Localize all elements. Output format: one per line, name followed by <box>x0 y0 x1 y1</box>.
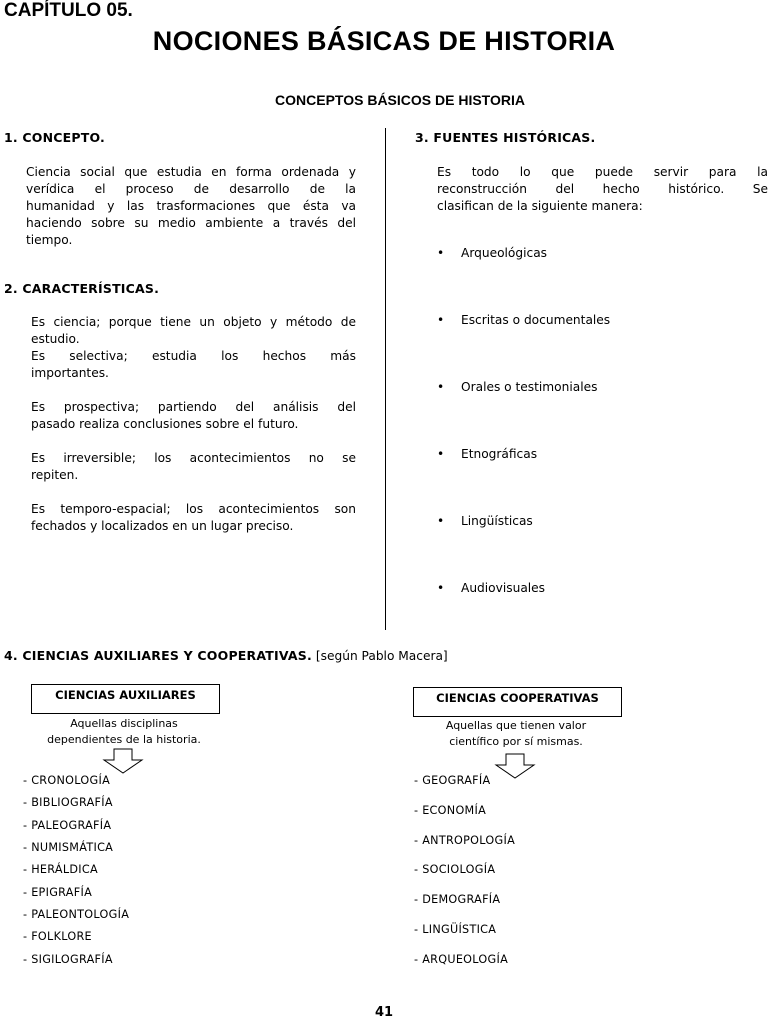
fuente-item: • Etnográficas <box>437 447 537 461</box>
caracteristica-line: Es prospectiva; partiendo del análisis del <box>31 400 356 414</box>
auxiliares-desc <box>24 716 224 748</box>
caracteristica-line: Es ciencia; porque tiene un objeto y método de <box>31 315 356 329</box>
fuente-item: • Audiovisuales <box>437 581 545 595</box>
caracteristica-line: pasado realiza conclusiones sobre el futuro. <box>31 417 299 431</box>
cooperativas-desc <box>416 718 616 750</box>
cooperativa-item: - LINGÜÍSTICA <box>414 923 497 936</box>
ciencias-source: [según Pablo Macera] <box>315 649 448 663</box>
fuentes-line: Es todo lo que puede servir para la <box>437 165 768 179</box>
cooperativas-box: CIENCIAS COOPERATIVAS <box>413 687 622 717</box>
concepto-line: humanidad y las trasformaciones que ésta va <box>26 199 356 213</box>
fuente-item: • Escritas o documentales <box>437 313 610 327</box>
auxiliar-item: - SIGILOGRAFÍA <box>23 953 113 966</box>
auxiliar-item: - PALEOGRAFÍA <box>23 819 112 832</box>
cooperativa-item: - DEMOGRAFÍA <box>414 893 501 906</box>
fuentes-line: clasifican de la siguiente manera: <box>437 199 643 213</box>
auxiliares-desc-line: dependientes de la historia. <box>47 733 201 746</box>
caracteristica-line: Es irreversible; los acontecimientos no se <box>31 451 356 465</box>
fuentes-text <box>437 164 768 215</box>
column-divider <box>385 128 386 630</box>
caracteristica-line: repiten. <box>31 468 79 482</box>
auxiliar-item: - PALEONTOLOGÍA <box>23 908 130 921</box>
cooperativa-item: - ANTROPOLOGÍA <box>414 834 516 847</box>
concepto-heading: 1. CONCEPTO. <box>4 130 105 145</box>
caracteristica-line: estudio. <box>31 332 80 346</box>
auxiliares-desc-line: Aquellas disciplinas <box>70 717 178 730</box>
down-arrow-icon <box>493 753 537 779</box>
concepto-line: Ciencia social que estudia en forma ordenada y <box>26 165 356 179</box>
caracteristica-line: importantes. <box>31 366 109 380</box>
fuentes-heading: 3. FUENTES HISTÓRICAS. <box>415 130 596 145</box>
chapter-label: CAPÍTULO 05. <box>4 0 133 21</box>
concepto-text <box>26 164 356 249</box>
auxiliar-item: - HERÁLDICA <box>23 863 98 876</box>
page-title: NOCIONES BÁSICAS DE HISTORIA <box>152 26 616 56</box>
concepto-line: tiempo. <box>26 233 73 247</box>
auxiliar-item: - BIBLIOGRAFÍA <box>23 796 113 809</box>
caracteristica-line: Es selectiva; estudia los hechos más <box>31 349 356 363</box>
auxiliar-item: - EPIGRAFÍA <box>23 886 93 899</box>
cooperativa-item: - SOCIOLOGÍA <box>414 863 496 876</box>
fuentes-line: reconstrucción del hecho histórico. Se <box>437 182 768 196</box>
fuente-item: • Orales o testimoniales <box>437 380 597 394</box>
auxiliar-item: - FOLKLORE <box>23 930 92 943</box>
fuente-item: • Arqueológicas <box>437 246 547 260</box>
caracteristicas-heading: 2. CARACTERÍSTICAS. <box>4 281 160 296</box>
auxiliar-item: - NUMISMÁTICA <box>23 841 114 854</box>
ciencias-heading: 4. CIENCIAS AUXILIARES Y COOPERATIVAS. <box>4 648 312 663</box>
caracteristica-line: Es temporo-espacial; los acontecimientos son <box>31 502 356 516</box>
cooperativa-item: - GEOGRAFÍA <box>414 774 491 787</box>
caracteristicas-text <box>31 314 356 535</box>
concepto-line: haciendo sobre su medio ambiente a través del <box>26 216 356 230</box>
down-arrow-icon <box>101 748 145 774</box>
cooperativas-desc-line: Aquellas que tienen valor <box>445 719 587 732</box>
section-subtitle: CONCEPTOS BÁSICOS DE HISTORIA <box>275 92 525 108</box>
auxiliares-box: CIENCIAS AUXILIARES <box>31 684 220 714</box>
cooperativa-item: - ARQUEOLOGÍA <box>414 953 509 966</box>
cooperativa-item: - ECONOMÍA <box>414 804 487 817</box>
ciencias-heading-row <box>4 648 448 663</box>
cooperativas-desc-line: científico por sí mismas. <box>449 735 583 748</box>
caracteristica-line: fechados y localizados en un lugar preciso. <box>31 519 294 533</box>
page-number: 41 <box>374 1005 394 1020</box>
concepto-line: verídica el proceso de desarrollo de la <box>26 182 356 196</box>
auxiliar-item: - CRONOLOGÍA <box>23 774 111 787</box>
fuente-item: • Lingüísticas <box>437 514 533 528</box>
